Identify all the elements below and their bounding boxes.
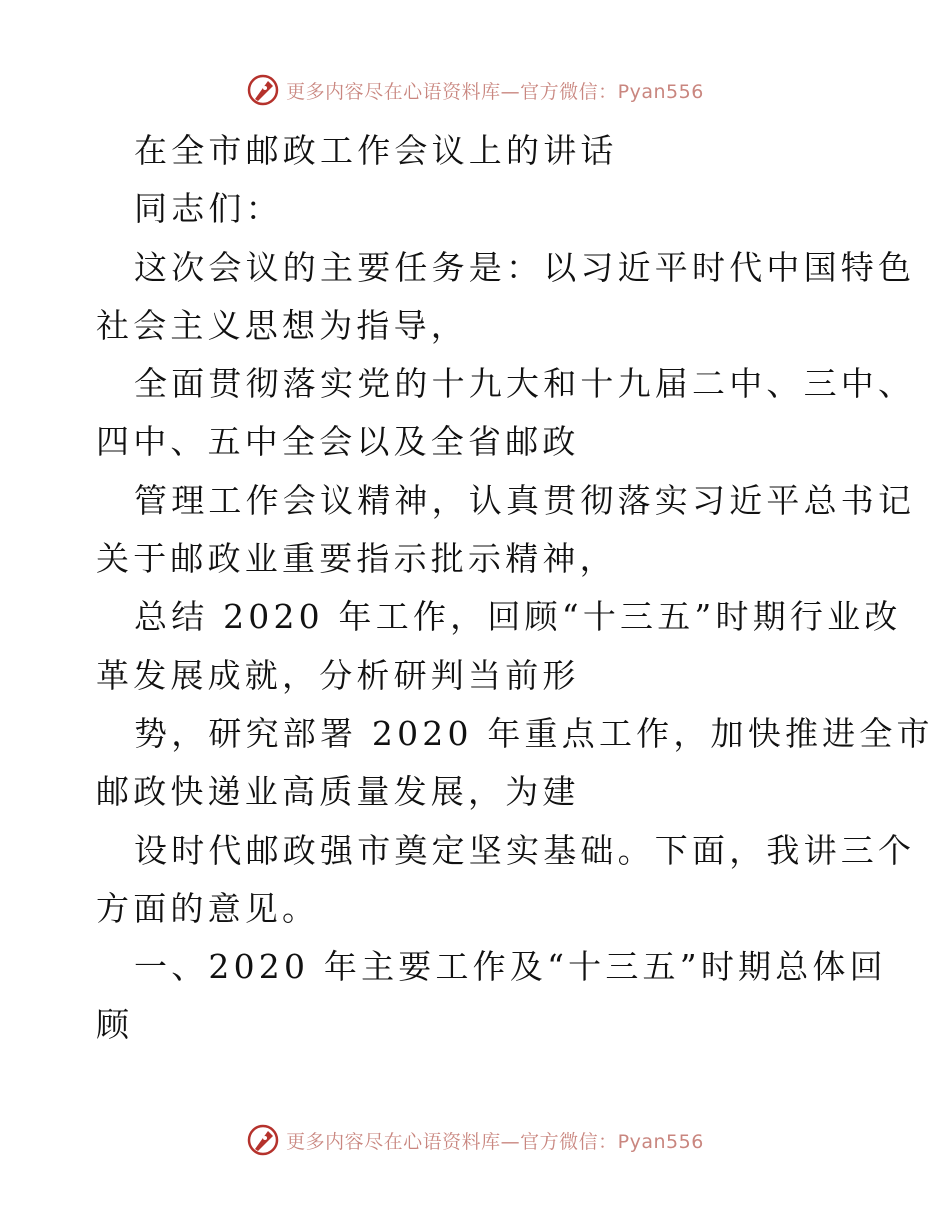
document-line: 总结 2020 年工作，回顾“十三五”时期行业改 [134, 597, 902, 637]
document-line: 方面的意见。 [96, 888, 320, 928]
document-line: 一、2020 年主要工作及“十三五”时期总体回 [134, 947, 887, 987]
pen-nib-logo-icon [246, 73, 280, 107]
document-line: 革发展成就，分析研判当前形 [96, 655, 580, 695]
header-banner [0, 70, 950, 110]
document-line: 设时代邮政强市奠定坚实基础。下面，我讲三个 [134, 830, 916, 870]
document-line: 这次会议的主要任务是：以习近平时代中国特色 [134, 247, 916, 287]
document-line: 关于邮政业重要指示批示精神， [96, 539, 617, 579]
document-line: 同志们： [134, 189, 283, 229]
footer-banner [0, 1120, 950, 1160]
header-banner-text: 更多内容尽在心语资料库—官方微信：Pyan556 [286, 80, 704, 103]
document-line: 四中、五中全会以及全省邮政 [96, 422, 580, 462]
document-body [96, 122, 934, 1055]
footer-banner-text: 更多内容尽在心语资料库—官方微信：Pyan556 [286, 1130, 704, 1153]
document-line: 顾 [96, 1005, 134, 1045]
document-line: 全面贯彻落实党的十九大和十九届二中、三中、 [134, 364, 916, 404]
document-line: 在全市邮政工作会议上的讲话 [134, 131, 618, 170]
document-line: 管理工作会议精神，认真贯彻落实习近平总书记 [134, 480, 916, 520]
pen-nib-logo-icon [246, 1123, 280, 1157]
document-line: 势，研究部署 2020 年重点工作，加快推进全市 [134, 713, 934, 753]
document-line: 邮政快递业高质量发展，为建 [96, 772, 580, 812]
document-line: 社会主义思想为指导， [96, 305, 468, 345]
